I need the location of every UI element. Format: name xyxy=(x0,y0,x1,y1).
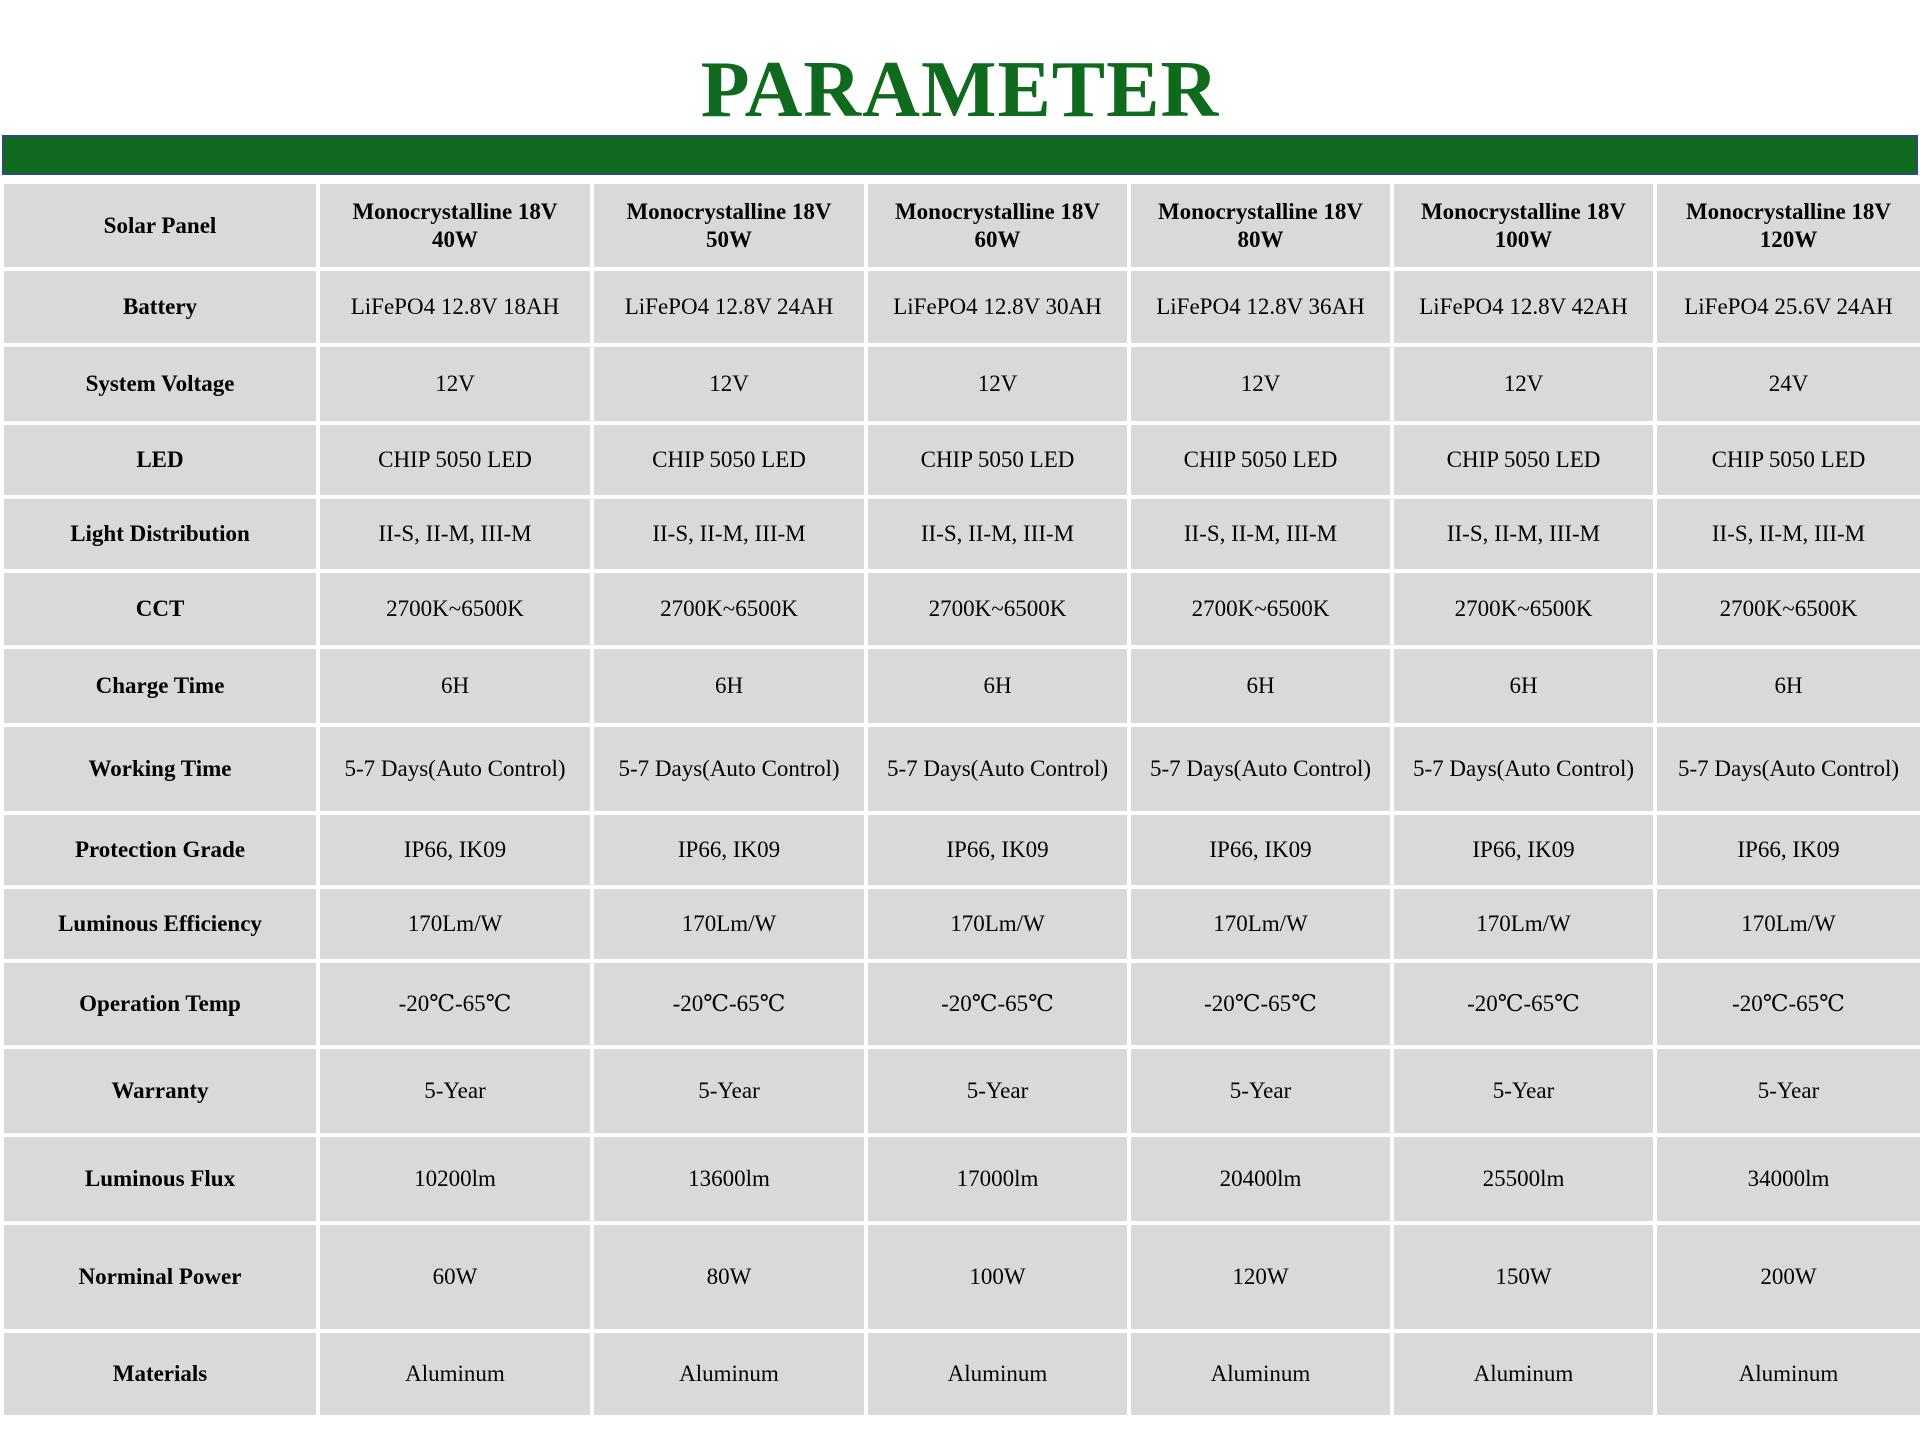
table-cell: 170Lm/W xyxy=(320,889,590,959)
table-cell: LiFePO4 12.8V 42AH xyxy=(1394,271,1653,343)
row-label: Warranty xyxy=(4,1049,316,1133)
table-cell: 170Lm/W xyxy=(868,889,1127,959)
row-label: Luminous Flux xyxy=(4,1137,316,1221)
table-cell: LiFePO4 25.6V 24AH xyxy=(1657,271,1920,343)
table-cell: 12V xyxy=(320,347,590,421)
header-cell-line: 50W xyxy=(706,226,752,252)
table-cell: Aluminum xyxy=(1657,1333,1920,1415)
row-label: Operation Temp xyxy=(4,963,316,1045)
header-cell xyxy=(1657,184,1920,267)
header-cell xyxy=(1131,184,1390,267)
table-row xyxy=(4,727,1920,811)
table-cell: -20℃-65℃ xyxy=(320,963,590,1045)
table-cell: 2700K~6500K xyxy=(594,573,864,645)
table-row xyxy=(4,1049,1920,1133)
header-cell xyxy=(320,184,590,267)
table-cell: 5-Year xyxy=(1394,1049,1653,1133)
row-label: Luminous Efficiency xyxy=(4,889,316,959)
row-label: Working Time xyxy=(4,727,316,811)
table-cell: 80W xyxy=(594,1225,864,1329)
table-cell: CHIP 5050 LED xyxy=(1394,425,1653,495)
row-label: Materials xyxy=(4,1333,316,1415)
header-cell-line: Monocrystalline 18V xyxy=(352,198,558,224)
table-cell: IP66, IK09 xyxy=(1394,815,1653,885)
row-label: CCT xyxy=(4,573,316,645)
table-cell: 5-Year xyxy=(1131,1049,1390,1133)
table-cell: -20℃-65℃ xyxy=(1394,963,1653,1045)
table-cell: 5-7 Days(Auto Control) xyxy=(594,727,864,811)
table-cell: II-S, II-M, III-M xyxy=(320,499,590,569)
table-row xyxy=(4,271,1920,343)
header-cell xyxy=(1394,184,1653,267)
table-cell: 17000lm xyxy=(868,1137,1127,1221)
table-cell: Aluminum xyxy=(320,1333,590,1415)
table-cell: LiFePO4 12.8V 18AH xyxy=(320,271,590,343)
table-cell: II-S, II-M, III-M xyxy=(1394,499,1653,569)
table-cell: 150W xyxy=(1394,1225,1653,1329)
table-row xyxy=(4,963,1920,1045)
table-cell: CHIP 5050 LED xyxy=(1131,425,1390,495)
table-cell: IP66, IK09 xyxy=(1131,815,1390,885)
row-label: Norminal Power xyxy=(4,1225,316,1329)
table-cell: 2700K~6500K xyxy=(1394,573,1653,645)
table-cell: Aluminum xyxy=(594,1333,864,1415)
table-cell: 12V xyxy=(594,347,864,421)
table-row xyxy=(4,649,1920,723)
row-label: System Voltage xyxy=(4,347,316,421)
title-divider-bar xyxy=(2,135,1918,175)
header-cell-line: Monocrystalline 18V xyxy=(894,198,1101,224)
table-cell: CHIP 5050 LED xyxy=(594,425,864,495)
table-cell: LiFePO4 12.8V 30AH xyxy=(868,271,1127,343)
table-cell: CHIP 5050 LED xyxy=(320,425,590,495)
table-cell: 5-Year xyxy=(320,1049,590,1133)
table-cell: 6H xyxy=(1131,649,1390,723)
table-cell: 5-7 Days(Auto Control) xyxy=(1394,727,1653,811)
table-cell: 120W xyxy=(1131,1225,1390,1329)
table-cell: -20℃-65℃ xyxy=(868,963,1127,1045)
header-cell-line: Monocrystalline 18V xyxy=(1157,198,1364,224)
table-cell: 6H xyxy=(1394,649,1653,723)
table-cell: 170Lm/W xyxy=(1657,889,1920,959)
table-row xyxy=(4,347,1920,421)
table-cell: 5-Year xyxy=(1657,1049,1920,1133)
table-cell: II-S, II-M, III-M xyxy=(594,499,864,569)
table-cell: 5-Year xyxy=(594,1049,864,1133)
table-cell: 25500lm xyxy=(1394,1137,1653,1221)
table-cell: 5-7 Days(Auto Control) xyxy=(320,727,590,811)
table-row xyxy=(4,573,1920,645)
table-cell: 170Lm/W xyxy=(594,889,864,959)
table-cell: 6H xyxy=(594,649,864,723)
header-cell-line: 100W xyxy=(1494,226,1553,252)
table-cell: 6H xyxy=(868,649,1127,723)
table-cell: II-S, II-M, III-M xyxy=(1131,499,1390,569)
table-cell: 24V xyxy=(1657,347,1920,421)
table-row xyxy=(4,1225,1920,1329)
table-cell: 12V xyxy=(868,347,1127,421)
table-cell: IP66, IK09 xyxy=(868,815,1127,885)
table-row xyxy=(4,889,1920,959)
table-cell: IP66, IK09 xyxy=(320,815,590,885)
table-cell: 6H xyxy=(320,649,590,723)
table-cell: LiFePO4 12.8V 24AH xyxy=(594,271,864,343)
row-label: Protection Grade xyxy=(4,815,316,885)
header-cell-line: 60W xyxy=(974,226,1021,252)
table-row xyxy=(4,1333,1920,1415)
table-cell: Aluminum xyxy=(868,1333,1127,1415)
table-cell: II-S, II-M, III-M xyxy=(868,499,1127,569)
table-cell: 5-7 Days(Auto Control) xyxy=(1131,727,1390,811)
row-label: Solar Panel xyxy=(4,184,316,267)
table-cell: 6H xyxy=(1657,649,1920,723)
table-cell: 5-7 Days(Auto Control) xyxy=(1657,727,1920,811)
table-cell: 170Lm/W xyxy=(1131,889,1390,959)
table-cell: 5-Year xyxy=(868,1049,1127,1133)
table-row xyxy=(4,499,1920,569)
table-cell: 200W xyxy=(1657,1225,1920,1329)
table-cell: 13600lm xyxy=(594,1137,864,1221)
table-cell: 2700K~6500K xyxy=(320,573,590,645)
row-label: Battery xyxy=(4,271,316,343)
table-cell: -20℃-65℃ xyxy=(1657,963,1920,1045)
parameter-table xyxy=(0,180,1920,1419)
table-cell: 5-7 Days(Auto Control) xyxy=(868,727,1127,811)
table-cell: -20℃-65℃ xyxy=(594,963,864,1045)
page-title: PARAMETER xyxy=(700,46,1220,134)
table-cell: -20℃-65℃ xyxy=(1131,963,1390,1045)
header-cell-line: Monocrystalline 18V xyxy=(1420,198,1627,224)
header-cell-line: 80W xyxy=(1237,226,1284,252)
table-cell: 12V xyxy=(1131,347,1390,421)
table-cell: 170Lm/W xyxy=(1394,889,1653,959)
row-label: Charge Time xyxy=(4,649,316,723)
table-cell: 2700K~6500K xyxy=(868,573,1127,645)
table-cell: 60W xyxy=(320,1225,590,1329)
table-cell: 10200lm xyxy=(320,1137,590,1221)
table-cell: IP66, IK09 xyxy=(1657,815,1920,885)
table-cell: Aluminum xyxy=(1394,1333,1653,1415)
table-cell: 100W xyxy=(868,1225,1127,1329)
table-cell: 12V xyxy=(1394,347,1653,421)
table-header-row xyxy=(4,184,1920,267)
table-cell: LiFePO4 12.8V 36AH xyxy=(1131,271,1390,343)
table-cell: II-S, II-M, III-M xyxy=(1657,499,1920,569)
table-row xyxy=(4,815,1920,885)
table-cell: IP66, IK09 xyxy=(594,815,864,885)
row-label: LED xyxy=(4,425,316,495)
table-cell: 34000lm xyxy=(1657,1137,1920,1221)
table-cell: CHIP 5050 LED xyxy=(1657,425,1920,495)
table-row xyxy=(4,1137,1920,1221)
header-cell-line: 120W xyxy=(1759,226,1818,252)
header-cell-line: Monocrystalline 18V xyxy=(626,198,832,224)
table-cell: Aluminum xyxy=(1131,1333,1390,1415)
table-cell: 2700K~6500K xyxy=(1131,573,1390,645)
header-cell xyxy=(594,184,864,267)
table-cell: CHIP 5050 LED xyxy=(868,425,1127,495)
table-cell: 2700K~6500K xyxy=(1657,573,1920,645)
table-cell: 20400lm xyxy=(1131,1137,1390,1221)
table-row xyxy=(4,425,1920,495)
header-cell-line: Monocrystalline 18V xyxy=(1685,198,1892,224)
header-cell xyxy=(868,184,1127,267)
row-label: Light Distribution xyxy=(4,499,316,569)
header-cell-line: 40W xyxy=(432,226,478,252)
